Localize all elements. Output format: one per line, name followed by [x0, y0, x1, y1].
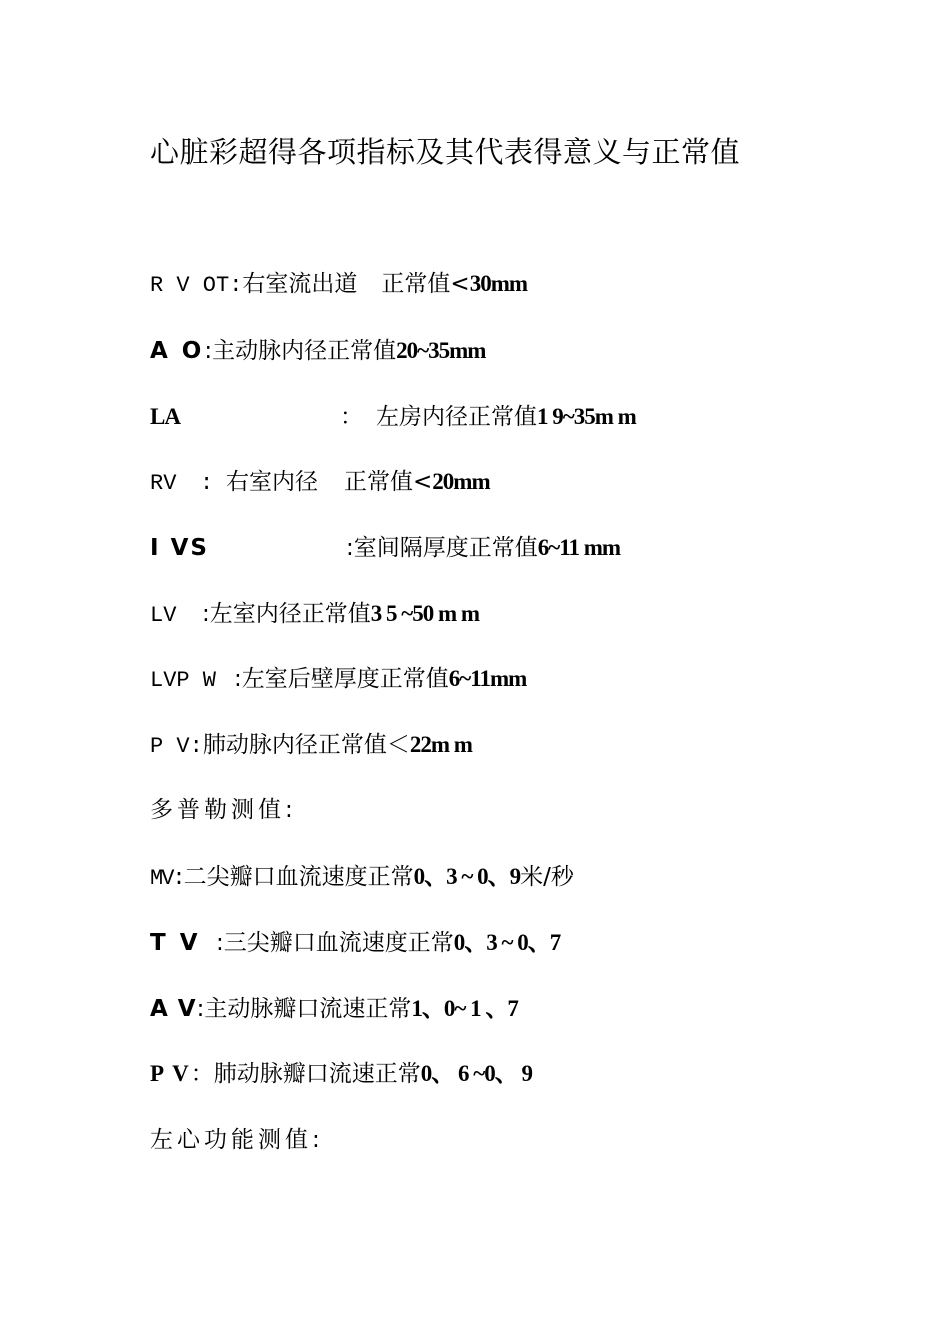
term-separator: ： — [340, 404, 363, 430]
term-value: 1、0~ 1 、7 — [411, 996, 518, 1021]
term-abbr: P V: — [150, 734, 203, 759]
line-pv — [150, 726, 472, 760]
line-rvot — [150, 265, 527, 299]
term-desc: :左室后壁厚度正常值 — [234, 666, 449, 692]
term-value: 0、3 ~ 0、7 — [453, 930, 561, 955]
term-value: 22m m — [409, 732, 472, 757]
term-value: 1 9~35m m — [537, 404, 636, 429]
term-abbr: A V — [150, 996, 197, 1022]
term-desc: ：肺动脉瓣口流速正常 — [190, 1061, 421, 1087]
section-heading-lv-function — [150, 1121, 324, 1155]
term-abbr: MV: — [150, 866, 184, 891]
term-desc: 二尖瓣口血流速度正常 — [183, 864, 414, 890]
term-value: 0、3 ~ 0、9 — [413, 864, 521, 889]
term-value: 3 5 ~50 m m — [370, 601, 480, 626]
term-value: 0、 6 ~0、 9 — [420, 1061, 532, 1086]
term-desc: :左室内径正常值 — [202, 601, 371, 627]
term-desc: :主动脉内径正常值 — [204, 338, 397, 364]
term-separator: : — [200, 471, 214, 496]
term-abbr: LV — [150, 603, 177, 628]
term-normal-label: 正常值< — [381, 271, 470, 297]
line-tv — [150, 924, 560, 958]
term-value: 20~35mm — [396, 338, 486, 363]
term-desc: 右室流出道 — [242, 271, 358, 297]
line-pv-valve — [150, 1055, 532, 1089]
term-desc: :主动脉瓣口流速正常 — [196, 996, 412, 1022]
term-desc: :三尖瓣口血流速度正常 — [216, 930, 454, 956]
term-normal-label: 正常值< — [344, 469, 433, 495]
section-heading-text: 多普勒测值: — [150, 797, 297, 823]
line-la — [150, 398, 636, 432]
term-abbr: P V — [150, 1061, 191, 1086]
line-ivs — [150, 529, 620, 563]
line-rv — [150, 463, 490, 497]
term-abbr: R V OT: — [150, 273, 243, 298]
term-value: 6~11 mm — [537, 535, 621, 560]
section-heading-doppler — [150, 791, 297, 825]
term-desc: :室间隔厚度正常值 — [346, 535, 538, 561]
term-value: 6~11mm — [448, 666, 527, 691]
section-heading-text: 左心功能测值: — [150, 1127, 324, 1153]
term-value: 30mm — [469, 271, 528, 296]
line-lvpw — [150, 660, 526, 694]
line-lv — [150, 595, 479, 629]
term-abbr: LVP W — [150, 668, 217, 693]
term-desc: 右室内径 — [226, 469, 318, 495]
term-abbr: LA — [150, 404, 180, 429]
term-desc: 肺动脉内径正常值＜ — [202, 732, 410, 758]
document-title: 心脏彩超得各项指标及其代表得意义与正常值 — [150, 135, 741, 169]
term-desc: 左房内径正常值 — [376, 404, 537, 430]
term-abbr: T V — [150, 930, 201, 956]
term-abbr: A O — [150, 338, 205, 364]
line-ao — [150, 332, 485, 366]
term-abbr: RV — [150, 471, 177, 496]
term-value: 20mm — [432, 469, 490, 494]
line-mv — [150, 858, 574, 892]
line-av — [150, 990, 518, 1024]
term-abbr: I VS — [150, 535, 209, 561]
term-unit: 米/秒 — [520, 864, 574, 890]
